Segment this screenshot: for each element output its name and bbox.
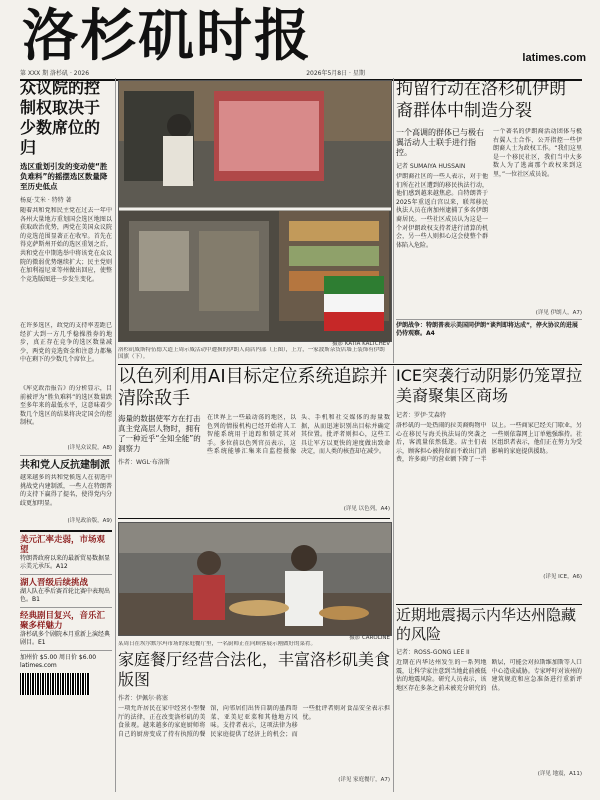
family-jump[interactable]: (详见 家庭餐厅，A7) — [338, 777, 390, 783]
family-byline: 作者：伊佩尔·蒋塞 — [118, 695, 168, 702]
left-byline: 杨夏·艾米 · 特特 著 — [20, 197, 72, 204]
promo-box[interactable] — [20, 575, 112, 608]
column-divider — [393, 78, 394, 363]
right-top-jump[interactable]: (详见 伊朗人，A7) — [535, 310, 582, 316]
left-body-1: 随着共和党和民主党在过去一年中各州大量地方重划国会选区地图以获取政治优势，两党在美国众议院的竞选范围显著正在收窄。首先在得克萨斯州开始的选区重划之后，共和党在中期选举中将该党在众议院的微弱优势继续扩大；民主党则在加利福尼亚等州做出回应，使整个竞选版图进一步发生变化。 — [20, 207, 112, 283]
promo-box-body: 湖人队在季后赛首轮比赛中表现出色。B1 — [20, 588, 111, 603]
price-contact: 加州价 $5.00 周日价 $6.00 latimes.com — [20, 654, 97, 669]
left-jump-2[interactable]: (详见政治版，A9) — [67, 518, 112, 524]
family-headline[interactable]: 家庭餐厅经营合法化，丰富洛杉矶美食版图 — [118, 650, 390, 689]
column-divider — [115, 78, 116, 792]
ai-subhead: 海量的数据使军方在打击真主党高层人物时，拥有了一种近乎“全知全能”的洞察力 — [118, 414, 201, 453]
section-rule — [118, 518, 390, 519]
left-subhead: 选区重划引发的变动使“胜负难料”的摇摆选区数量降至历史低点 — [20, 162, 108, 191]
brief-1-title[interactable]: 共和党人反抗建制派 — [20, 460, 110, 471]
family-body: 一项允许居民在家中经营小型餐厅的法律，正在改变洛杉矶的美食景观。越来越多的家庭厨师将自己的厨房变成了持有执照的餐馆，向邻居们出售自制的墨西哥菜、亚美尼亚菜和其他地方风味。支持者表示，这项法律为移民家庭提供了经济上的机会；而一些批评者则对食品安全表示担忧。 — [118, 705, 390, 738]
top-photo-caption: 洛杉矶威斯特伍德大道上周示威活动中遭损的伊朗人商店内部（上图），上方，一家波斯杂货店墙上装饰有伊朗国旗（下）。 — [118, 347, 385, 360]
ice-body: 洛杉矶的一处热闹的拉美裔购物中心在移民与海关执法局的突袭之后，客流量依然低迷。店主们表示，顾客担心被拘留而不敢出门消费，许多商户的营业额下降了一半以上。一些商家已经关门歇业，另一些则依靠网上订单勉强维持。社区组织者表示，他们正在努力为受影响的家庭提供援助。 — [396, 422, 582, 464]
right-top-subhead: 一个高调的群体已与极右翼活动人士联手进行指控。 — [396, 128, 484, 157]
dateline-center: 2026年5月8日 · 星期 — [306, 70, 365, 77]
right-top-body-2: 一个著名的伊朗裔活动团体与极右翼人士合作，公开指控一些伊朗裔人士为政权工作。“我们这里是一个移民社区，我们当中大多数人为了逃离那个政权来到这里，”一位社区成员说。 — [493, 128, 582, 178]
bottom-photo-credit: 摄影 CAROLINE — [349, 635, 390, 641]
brief-1-body: 越来越多的共和党候选人在初选中挑战党内建制派，一些人在特朗普的支持下赢得了提名，使得党内分歧更加明显。 — [20, 474, 112, 507]
promo-box[interactable] — [20, 608, 112, 651]
dateline-left: 第 XXX 期 洛杉矶 · 2026 — [20, 70, 90, 77]
top-photo-credit: 摄影 KATIA KALTCHEV — [332, 341, 390, 347]
promo-boxes — [20, 530, 112, 651]
left-column — [20, 76, 112, 792]
bottom-photo[interactable] — [118, 522, 392, 636]
promo-box-body: 洛杉矶多个剧院本月重新上演经典剧目。E1 — [20, 631, 111, 646]
ai-headline[interactable]: 以色列利用AI目标定位系统追踪并清除敌手 — [118, 366, 388, 409]
quake-story — [396, 606, 582, 792]
right-top-byline: 记者 SUMAIYA HUSSAIN — [396, 163, 466, 170]
promo-box-title: 湖人晋级后续挑战 — [20, 578, 89, 588]
quake-jump[interactable]: (详见 地震，A11) — [537, 771, 582, 777]
top-photo-illustration — [119, 81, 391, 341]
masthead-title: 洛杉矶时报 — [22, 3, 312, 69]
left-body-3: 《库克政治报告》的分析显示，目前被评为“胜负难料”的选区数量跌至多年来的最低水平，这意味着少数几个选区的结果将决定国会的控制权。 — [20, 385, 112, 427]
family-story — [118, 650, 390, 792]
promo-box-body: 特朗普政府以来的最新贸易数据显示美元承压。A12 — [20, 555, 111, 570]
quake-body: 近期在内华达州发生的一系列地震，让科学家注意到当地此前被低估的地震风险。研究人员表示，该地区存在多条之前未被充分研究的断层，可能会对拉斯维加斯等人口中心造成威胁。专家呼吁对该州的建筑规范和应急准备进行重新评估。 — [396, 659, 582, 692]
promo-box[interactable] — [20, 532, 112, 575]
ice-story — [396, 366, 582, 602]
ai-body: 在世界上一些最动荡的地区，以色列的情报机构已经开始将人工智能系统用于追踪和锁定其对手。多位前以色列官员表示，这些系统能够汇集来自监控摄像头、手机和社交媒体的海量数据，从而迅速识别出目标并确定其位置。批评者则担心，这些工具让军方以更快的速度做出致命决定，而人类的核查却在减少。 — [207, 414, 390, 456]
quake-byline: 记者：ROSS-GONG LEE II — [396, 649, 470, 656]
ai-jump[interactable]: (详见 以色列，A4) — [343, 506, 390, 512]
left-jump-1[interactable]: (详见众议院，A8) — [67, 445, 112, 451]
column-divider — [393, 366, 394, 792]
ice-jump[interactable]: (详见 ICE，A6) — [543, 574, 582, 580]
barcode-image — [20, 673, 90, 695]
section-rule — [396, 604, 582, 605]
bottom-photo-caption: 某周日在埃尔默尔玛市场的家庭餐厅里，一名厨师正在向顾客展示刚做好的菜肴。 — [118, 641, 317, 647]
ice-byline: 记者：罗伊·艾森特 — [396, 412, 446, 419]
right-top-story — [396, 78, 582, 363]
left-body-2: 在许多选区，政党的支持率差距已经扩大到一方几乎稳操胜券的地步，真正存在竞争的选区数量减少，两党的竞选资金和注意力都集中在剩下的少数几个席位上。 — [20, 322, 112, 364]
right-top-note[interactable]: 伊朗战争：特朗普表示美国同伊朗“谈判即将达成”，停火协议的进展仍待观察。A4 — [396, 319, 582, 338]
section-rule — [118, 364, 582, 365]
right-top-body: 伊朗裔社区的一些人表示，对于他们所在社区遭到的移民执法行动，他们感到越来越焦虑。自特朗普于2025年重返白宫以来，联邦移民执法人员在南加州逮捕了多名伊朗裔居民。一些社区成员认为这是一个对伊朗政权支持者进行清算的机会，另一些人则担心这会使整个群体陷入危险。 — [396, 173, 488, 249]
top-photo[interactable] — [118, 80, 392, 342]
promo-box-title: 美元汇率走弱，市场观望 — [20, 535, 106, 555]
quake-headline[interactable]: 近期地震揭示内华达州隐藏的风险 — [396, 606, 577, 643]
bottom-photo-illustration — [119, 523, 391, 635]
right-top-headline[interactable]: 拘留行动在洛杉矶伊朗裔群体中制造分裂 — [396, 79, 566, 121]
masthead-url[interactable]: latimes.com — [522, 52, 586, 64]
ai-story — [118, 366, 390, 516]
promo-box-title: 经典剧目复兴，音乐汇聚多样魅力 — [20, 611, 106, 631]
left-headline[interactable]: 众议院的控制权取决于少数席位的归 — [20, 78, 101, 157]
ai-byline: 作者：WGL·布洛斯 — [118, 459, 170, 466]
ice-headline[interactable]: ICE突袭行动阴影仍笼罩拉美裔聚集区商场 — [396, 366, 582, 405]
